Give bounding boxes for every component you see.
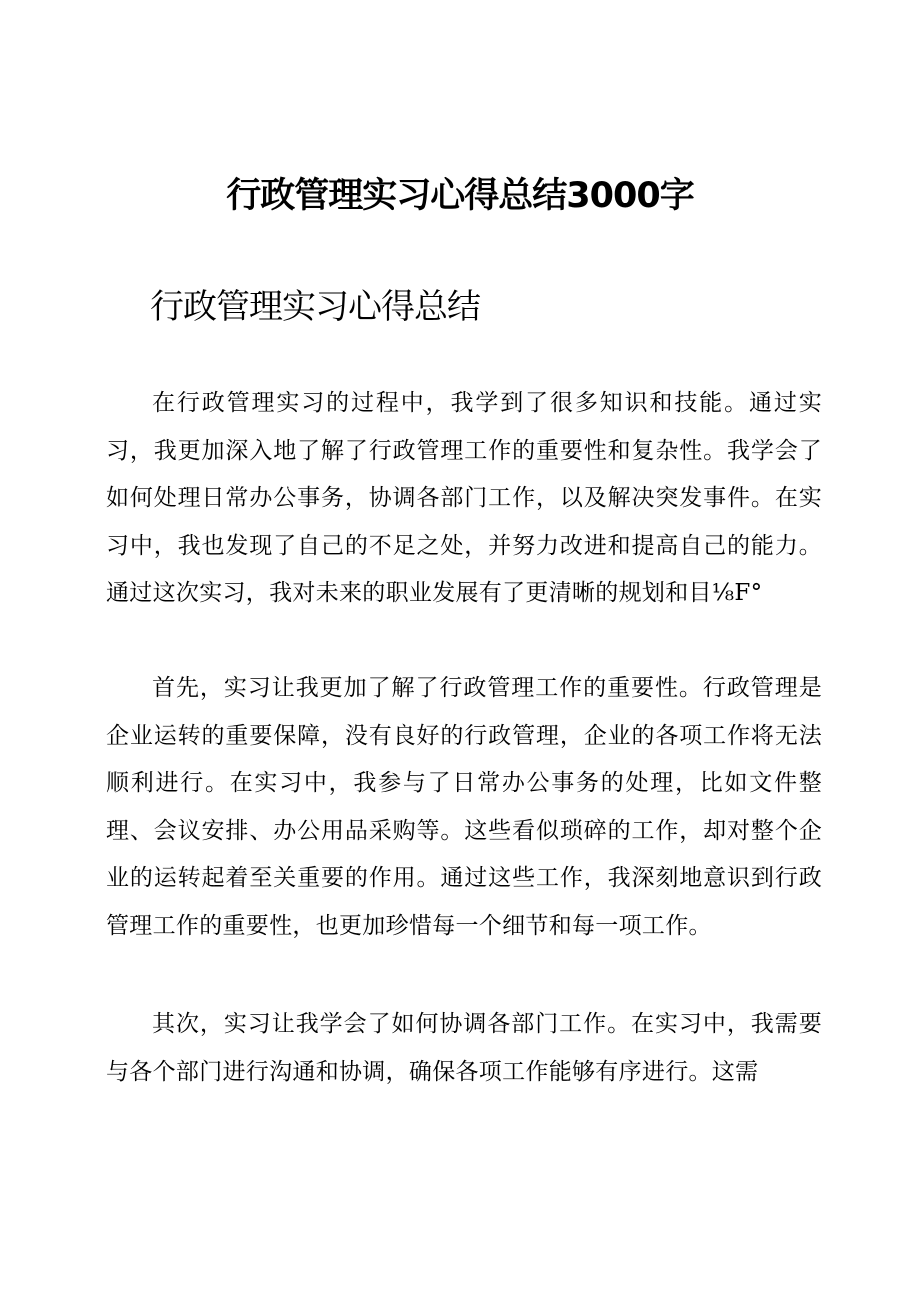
paragraph-1: 在行政管理实习的过程中，我学到了很多知识和技能。通过实习，我更加深入地了解了行政管理工作的重要性和复杂性。我学会了如何处理日常办公事务，协调各部门工作，以及解决突发事件。在实习中，我也发现了自己的不足之处，并努力改进和提高自己的能力。通过这次实习，我对未来的职业发展有了更清晰的规划和目⅛F°: [106, 390, 822, 606]
document-subtitle: 行政管理实习心得总结: [150, 287, 480, 327]
paragraph-3: 其次，实习让我学会了如何协调各部门工作。在实习中，我需要与各个部门进行沟通和协调，确保各项工作能够有序进行。这需: [106, 1011, 822, 1085]
document-title: 行政管理实习心得总结3000字: [226, 176, 694, 216]
paragraph-2: 首先，实习让我更加了解了行政管理工作的重要性。行政管理是企业运转的重要保障，没有良好的行政管理，企业的各项工作将无法顺利进行。在实习中，我参与了日常办公事务的处理，比如文件整理、会议安排、办公用品采购等。这些看似琐碎的工作，却对整个企业的运转起着至关重要的作用。通过这些工作，我深刻地意识到行政管理工作的重要性，也更加珍惜每一个细节和每一项工作。: [106, 675, 822, 939]
